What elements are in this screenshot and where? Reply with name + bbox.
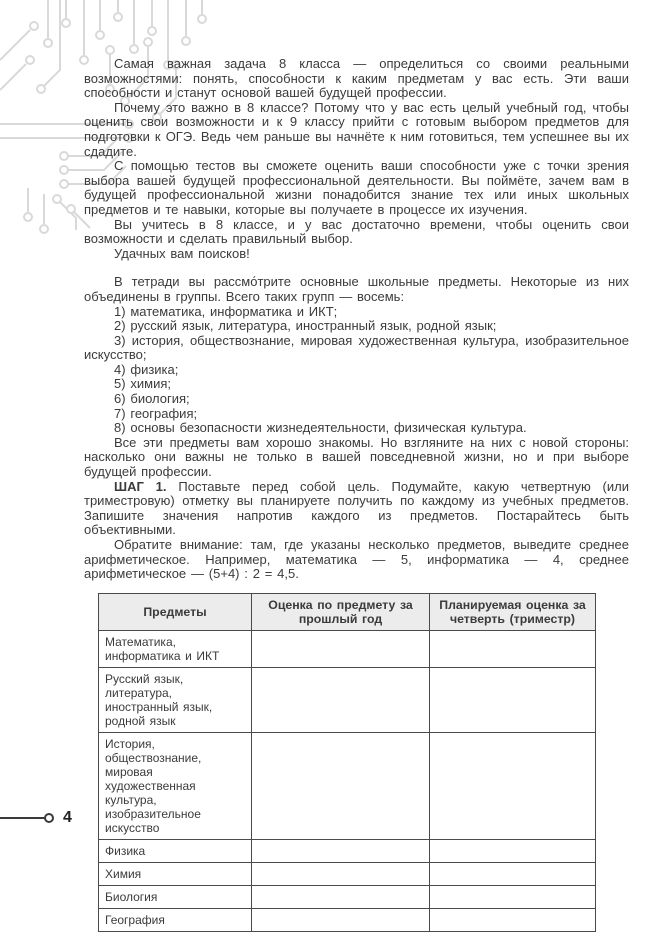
subject-cell: Русский язык, литература, иностранный язык, родной язык (99, 667, 252, 732)
last-year-grade-cell (252, 630, 430, 667)
grades-table (98, 593, 596, 932)
subject-cell: Математика, информатика и ИКТ (99, 630, 252, 667)
table-row (99, 862, 596, 885)
table-header-row (99, 593, 596, 630)
subject-group-item: 4) физика; (114, 361, 179, 377)
footer-rule (0, 817, 45, 819)
column-header-planned-grade: Планируемая оценка за четверть (триместр) (430, 593, 596, 630)
last-year-grade-cell (252, 839, 430, 862)
planned-grade-cell (430, 839, 596, 862)
subject-group-item: 1) математика, информатика и ИКТ; (114, 303, 338, 319)
footer-dot-icon (44, 813, 54, 823)
subject-cell: География (99, 908, 252, 931)
table-row (99, 885, 596, 908)
column-header-subjects: Предметы (99, 593, 252, 630)
subject-group-item: 8) основы безопасности жизнедеятельности, физическая культура. (114, 420, 527, 436)
subject-group-item: 2) русский язык, литература, иностранный язык, родной язык; (114, 318, 497, 334)
subject-group-item: 6) биология; (114, 391, 190, 407)
table-row (99, 732, 596, 839)
step-1-label: ШАГ 1. (114, 478, 167, 494)
intro-paragraph: Почему это важно в 8 классе? Потому что у вас есть целый учебный год, чтобы оценить свои возможности и к 9 классу прийти с готовым выбором предметов для подготовки к ОГЭ. Ведь чем раньше вы начнёте к ним готовиться, тем успешнее вы их сдадите. (84, 99, 629, 159)
subject-group-item: 7) география; (114, 405, 198, 421)
table-row (99, 839, 596, 862)
subject-cell: История, обществознание, мировая художественная культура, изобразительное искусство (99, 732, 252, 839)
planned-grade-cell (430, 667, 596, 732)
table-row (99, 908, 596, 931)
subject-cell: Биология (99, 885, 252, 908)
intro-paragraph: С помощью тестов вы сможете оценить ваши способности уже с точки зрения выбора вашей будущей профессиональной деятельности. Вы поймёте, зачем вам в будущей профессиональной жизни понадобится знание тех или иных школьных предметов и те навыки, которые вы получаете в процессе их изучения. (84, 158, 629, 217)
column-header-last-year-grade: Оценка по предмету за прошлый год (252, 593, 430, 630)
notebook-lead-paragraph: В тетради вы рассмо́трите основные школьные предметы. Некоторые из них объединены в группы. Всего таких групп — восемь: (84, 274, 629, 304)
last-year-grade-cell (252, 732, 430, 839)
table-row (99, 667, 596, 732)
step-1-text: Поставьте перед собой цель. Подумайте, какую четвертную (или триместровую) отметку вы планируете получить по каждому из учебных предметов. Запишите значения напротив каждого из предметов. Постарайтесь быть объективными. (84, 478, 629, 538)
subject-cell: Физика (99, 839, 252, 862)
last-year-grade-cell (252, 885, 430, 908)
last-year-grade-cell (252, 908, 430, 931)
planned-grade-cell (430, 630, 596, 667)
subject-group-item: 5) химия; (114, 376, 171, 392)
intro-paragraph: Удачных вам поисков! (114, 245, 250, 261)
step-1-paragraph (84, 480, 629, 538)
planned-grade-cell (430, 885, 596, 908)
planned-grade-cell (430, 732, 596, 839)
notebook-closing-paragraph: Все эти предметы вам хорошо знакомы. Но взгляните на них с новой стороны: насколько они важны не только в вашей повседневной жизни, но и при выборе будущей профессии. (84, 434, 629, 480)
intro-paragraph: Самая важная задача 8 класса — определиться со своими реальными возможностями: понять, способности к каким предметам у вас есть. Эти ваши способности и станут основой вашей будущей профессии. (84, 56, 629, 101)
planned-grade-cell (430, 908, 596, 931)
subject-group-item: 3) история, обществознание, мировая художественная культура, изобразительное искусство; (84, 332, 629, 363)
page-number: 4 (63, 809, 72, 826)
page-content (84, 57, 629, 932)
page-footer (0, 809, 72, 827)
table-row (99, 630, 596, 667)
last-year-grade-cell (252, 862, 430, 885)
last-year-grade-cell (252, 667, 430, 732)
subject-cell: Химия (99, 862, 252, 885)
step-1-note-paragraph: Обратите внимание: там, где указаны несколько предметов, выведите среднее арифметическое. Например, математика — 5, информатика — 4, среднее арифметическое — (5+4) : 2 = 4,5. (84, 537, 629, 582)
intro-paragraph: Вы учитесь в 8 классе, и у вас достаточно времени, чтобы оценить свои возможности и сделать правильный выбор. (84, 216, 629, 247)
planned-grade-cell (430, 862, 596, 885)
